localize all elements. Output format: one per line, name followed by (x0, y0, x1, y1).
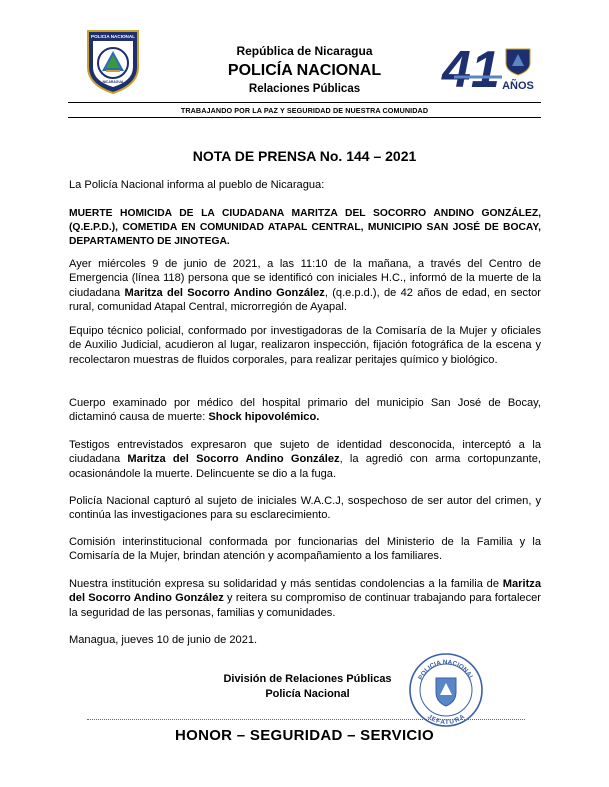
agency-heading: POLICÍA NACIONAL (227, 62, 382, 79)
anniversary-41-logo (440, 39, 548, 97)
dateline: Managua, jueves 10 de junio de 2021. (69, 634, 258, 646)
paragraph-cause-of-death: Cuerpo examinado por médico del hospital primario del municipio San José de Bocay, dictaminó causa de muerte: Shock hipovolémico. (69, 397, 541, 424)
paragraph-capture: Policía Nacional capturó al sujeto de iniciales W.A.C.J, sospechoso de ser autor del crimen, y continúa las investigaciones para su esclarecimiento. (69, 495, 541, 522)
press-release-title: NOTA DE PRENSA No. 144 – 2021 (192, 148, 417, 164)
victim-name: Maritza del Socorro Andino González (69, 578, 541, 605)
paragraph-witnesses: Testigos entrevistados expresaron que sujeto de identidad desconocida, interceptó a la ciudadana Maritza del Socorro Andino González, la agredió con arma cortopunzante, ocasionándole la muerte. Delincuente se dio a la fuga. (69, 439, 541, 480)
paragraph-condolences: Nuestra institución expresa su solidaridad y más sentidas condolencias a la familia de Maritza del Socorro Andino González y reitera su compromiso de continuar trabajando para fortalecer la seguridad de las personas, familias y comunidades. (69, 578, 542, 619)
department-heading: Relaciones Públicas (248, 83, 361, 95)
victim-name: Maritza del Socorro Andino González (127, 453, 340, 466)
signature-institution: Policía Nacional (265, 688, 350, 700)
victim-name: Maritza del Socorro Andino González (124, 286, 325, 299)
signature-division: División de Relaciones Públicas (223, 673, 392, 685)
seal-bottom-text: JEFATURA (425, 713, 466, 727)
paragraph-commission: Comisión interinstitucional conformada por funcionarias del Ministerio de la Familia y la Comisaría de la Mujer, brindan atención y acompañamiento a los familiares. (69, 536, 541, 563)
intro-paragraph: La Policía Nacional informa al pueblo de Nicaragua: (69, 179, 325, 191)
headline-paragraph: MUERTE HOMICIDA DE LA CIUDADANA MARITZA DEL SOCORRO ANDINO GONZÁLEZ, (Q.E.P.D.), COMETIDA EN COMUNIDAD ATAPAL CENTRAL, MUNICIPIO SAN JOSÉ DE BOCAY, DEPARTAMENTO DE JINOTEGA. (69, 208, 541, 247)
footer-divider (87, 719, 525, 720)
footer-motto: HONOR – SEGURIDAD – SERVICIO (174, 727, 434, 744)
cause-of-death: Shock hipovolémico. (208, 411, 320, 424)
header-divider-top (68, 102, 541, 103)
seal-top-text: POLICIA NACIONAL (417, 658, 475, 682)
paragraph-incident: Ayer miércoles 9 de junio de 2021, a las 11:10 de la mañana, a través del Centro de Emergencia (línea 118) persona que se identificó con iniciales H.C., informó de la muerte de la ciudadana Maritza del Socorro Andino González, (q.e.p.d.), de 42 años de edad, en sector rural, comunidad Atapal Central, microrregión de Ayapal. (69, 258, 541, 314)
paragraph-investigation: Equipo técnico policial, conformado por investigadoras de la Comisaría de la Mujer y oficiales de Auxilio Judicial, acudieron al lugar, realizaron inspección, fijación fotográfica de la escena y recolectaron muestras de fluidos corporales, para realizar peritajes químico y biológico. (69, 325, 541, 366)
header-divider-bottom (68, 117, 541, 118)
anniversary-number: 41 (442, 41, 500, 97)
logo-left-text: POLICIA NACIONAL (91, 34, 135, 39)
tagline: TRABAJANDO POR LA PAZ Y SEGURIDAD DE NUESTRA COMUNIDAD (180, 106, 429, 115)
republic-heading: República de Nicaragua (236, 44, 373, 58)
anniversary-word: AÑOS (502, 80, 534, 92)
logo-left-bottom-text: NICARAGUA (102, 80, 124, 84)
jefatura-seal (408, 652, 484, 728)
